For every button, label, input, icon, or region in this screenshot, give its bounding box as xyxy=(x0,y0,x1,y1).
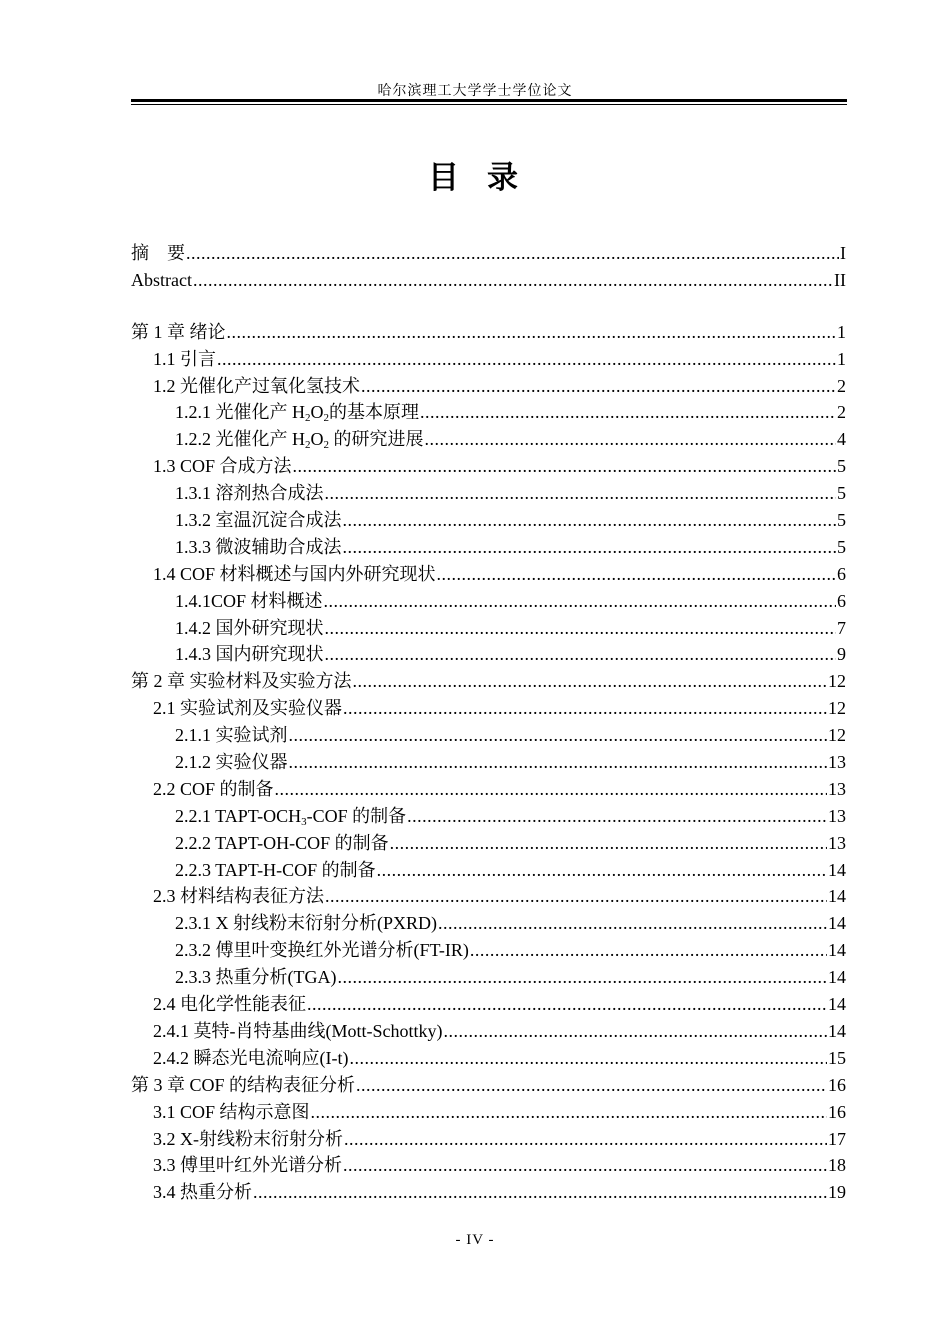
toc-leader-dots xyxy=(311,1099,827,1126)
toc-entry-page: 1 xyxy=(837,321,846,342)
toc-entry[interactable] xyxy=(131,830,846,857)
toc-entry-title: 1.4.2 国外研究现状 xyxy=(175,617,324,638)
toc-entry-page: 5 xyxy=(837,510,846,531)
toc-entry-page: 6 xyxy=(837,563,846,584)
toc-entry-page: 2 xyxy=(837,375,846,396)
toc-entry-title: 2.1.1 实验试剂 xyxy=(175,725,288,746)
toc-entry-page: 13 xyxy=(828,805,846,826)
toc-leader-dots xyxy=(289,722,828,749)
toc-entry-page: 13 xyxy=(828,832,846,853)
toc-entry[interactable] xyxy=(131,480,846,507)
toc-leader-dots xyxy=(349,1045,827,1072)
toc-entry-title: 1.2.1 光催化产 $H_2O_2$的基本原理 xyxy=(175,402,419,425)
running-header: 哈尔滨理工大学学士学位论文 xyxy=(377,84,573,99)
toc-leader-dots xyxy=(344,1126,827,1153)
toc-entry-title: 2.3.2 傅里叶变换红外光谱分析(FT-IR) xyxy=(175,940,469,961)
toc-leader-dots xyxy=(337,964,827,991)
toc-entry[interactable] xyxy=(131,1045,846,1072)
toc-entry-page: 6 xyxy=(837,590,846,611)
toc-entry-page: 7 xyxy=(837,617,846,638)
toc-entry-page: 18 xyxy=(828,1155,846,1176)
toc-entry-title: 1.3.2 室温沉淀合成法 xyxy=(175,510,342,531)
toc-entry-title: 2.3 材料结构表征方法 xyxy=(153,886,324,907)
toc-leader-dots xyxy=(324,588,836,615)
toc-entry-page: 14 xyxy=(828,967,846,988)
toc-leader-dots xyxy=(343,534,837,561)
toc-leader-dots xyxy=(390,830,827,857)
toc-entry-title: 第 2 章 实验材料及实验方法 xyxy=(131,671,352,692)
toc-entry[interactable] xyxy=(131,319,846,346)
toc-entry-page: 19 xyxy=(828,1182,846,1203)
header-rule-thin xyxy=(131,104,847,105)
table-of-contents xyxy=(131,240,846,1206)
toc-entry[interactable] xyxy=(131,991,846,1018)
toc-entry[interactable] xyxy=(131,1179,846,1206)
toc-entry-title: 2.4 电化学性能表征 xyxy=(153,994,306,1015)
toc-leader-dots xyxy=(275,776,827,803)
toc-entry[interactable] xyxy=(131,1072,846,1099)
toc-entry-title: 2.4.2 瞬态光电流响应(I-t) xyxy=(153,1047,349,1068)
toc-leader-dots xyxy=(353,668,828,695)
toc-entry-title: 2.2 COF 的制备 xyxy=(153,778,274,799)
toc-leader-dots xyxy=(437,561,836,588)
toc-entry-title: 第 1 章 绪论 xyxy=(131,321,226,342)
toc-entry-page: 14 xyxy=(828,859,846,880)
toc-entry[interactable] xyxy=(131,749,846,776)
toc-leader-dots xyxy=(444,1018,828,1045)
toc-entry[interactable] xyxy=(131,267,846,294)
toc-leader-dots xyxy=(470,937,827,964)
toc-entry-title: 1.3.3 微波辅助合成法 xyxy=(175,536,342,557)
toc-entry[interactable] xyxy=(131,346,846,373)
toc-title: 目录 xyxy=(428,160,546,195)
toc-entry-title: 2.2.3 TAPT-H-COF 的制备 xyxy=(175,859,376,880)
toc-entry-page: 17 xyxy=(828,1128,846,1149)
toc-entry-page: 9 xyxy=(837,644,846,665)
toc-entry[interactable] xyxy=(131,695,846,722)
toc-entry-page: 12 xyxy=(828,671,846,692)
toc-leader-dots xyxy=(293,453,836,480)
toc-entry-title: 2.1.2 实验仪器 xyxy=(175,752,288,773)
toc-entry-title: 1.2 光催化产过氧化氢技术 xyxy=(153,375,360,396)
toc-entry[interactable] xyxy=(131,722,846,749)
toc-entry[interactable] xyxy=(131,399,846,426)
header-rule-thick xyxy=(131,99,847,102)
toc-leader-dots xyxy=(193,267,833,294)
toc-entry-page: 14 xyxy=(828,940,846,961)
toc-entry-page: I xyxy=(840,243,846,263)
toc-entry[interactable] xyxy=(131,668,846,695)
toc-leader-dots xyxy=(325,480,837,507)
toc-leader-dots xyxy=(186,240,839,267)
toc-entry-title: 1.4.3 国内研究现状 xyxy=(175,644,324,665)
toc-entry-title: 2.3.1 X 射线粉末衍射分析(PXRD) xyxy=(175,913,438,934)
toc-leader-dots xyxy=(325,615,837,642)
toc-entry-page: 16 xyxy=(828,1074,846,1095)
toc-entry-title: 3.3 傅里叶红外光谱分析 xyxy=(153,1155,342,1176)
toc-leader-dots xyxy=(343,1152,827,1179)
toc-leader-dots xyxy=(227,319,837,346)
toc-entry[interactable] xyxy=(131,373,846,400)
toc-entry-title: 1.3.1 溶剂热合成法 xyxy=(175,483,324,504)
toc-leader-dots xyxy=(253,1179,827,1206)
toc-entry-page: 5 xyxy=(837,456,846,477)
toc-entry-page: 14 xyxy=(828,994,846,1015)
toc-leader-dots xyxy=(325,641,837,668)
toc-entry-title: 3.1 COF 结构示意图 xyxy=(153,1101,310,1122)
toc-entry[interactable] xyxy=(131,507,846,534)
toc-entry[interactable] xyxy=(131,1099,846,1126)
toc-entry-title: 1.3 COF 合成方法 xyxy=(153,456,292,477)
toc-entry-title: 3.2 X-射线粉末衍射分析 xyxy=(153,1128,343,1149)
toc-leader-dots xyxy=(343,507,837,534)
toc-entry[interactable] xyxy=(131,641,846,668)
toc-leader-dots xyxy=(407,803,827,830)
toc-leader-dots xyxy=(425,426,837,453)
toc-leader-dots xyxy=(217,346,836,373)
toc-entry-page: 4 xyxy=(837,429,846,450)
toc-leader-dots xyxy=(307,991,827,1018)
toc-entry[interactable] xyxy=(131,615,846,642)
toc-entry-title: 2.3.3 热重分析(TGA) xyxy=(175,967,337,988)
toc-entry[interactable] xyxy=(131,937,846,964)
toc-leader-dots xyxy=(356,1072,827,1099)
toc-entry[interactable] xyxy=(131,776,846,803)
toc-entry[interactable] xyxy=(131,588,846,615)
toc-entry-page: 15 xyxy=(828,1047,846,1068)
toc-entry[interactable] xyxy=(131,1152,846,1179)
toc-leader-dots xyxy=(289,749,828,776)
toc-entry[interactable] xyxy=(131,910,846,937)
toc-leader-dots xyxy=(420,399,836,426)
toc-entry-page: 12 xyxy=(828,698,846,719)
toc-entry[interactable] xyxy=(131,426,846,453)
toc-leader-dots xyxy=(377,857,827,884)
toc-leader-dots xyxy=(438,910,827,937)
toc-entry-page: 14 xyxy=(828,1020,846,1041)
page-number: - IV - xyxy=(455,1232,495,1248)
toc-entry-page: 2 xyxy=(837,402,846,423)
toc-entry-title: Abstract xyxy=(131,269,192,290)
toc-entry-page: 13 xyxy=(828,752,846,773)
toc-entry-page: 5 xyxy=(837,483,846,504)
toc-leader-dots xyxy=(343,695,827,722)
toc-entry-title: 3.4 热重分析 xyxy=(153,1182,252,1203)
toc-entry-title: 摘 要 xyxy=(131,243,185,263)
toc-entry-title: 1.2.2 光催化产 $H_2O_2$ 的研究进展 xyxy=(175,429,424,452)
toc-entry-page: 16 xyxy=(828,1101,846,1122)
toc-entry-title: 2.4.1 莫特-肖特基曲线(Mott-Schottky) xyxy=(153,1020,443,1041)
toc-entry-page: 12 xyxy=(828,725,846,746)
toc-entry-page: 14 xyxy=(828,886,846,907)
toc-entry-title: 1.4.1COF 材料概述 xyxy=(175,590,323,611)
toc-entry[interactable] xyxy=(131,883,846,910)
toc-entry-title: 2.1 实验试剂及实验仪器 xyxy=(153,698,342,719)
toc-entry[interactable] xyxy=(131,534,846,561)
toc-entry[interactable] xyxy=(131,453,846,480)
toc-entry-page: 14 xyxy=(828,913,846,934)
toc-leader-dots xyxy=(361,373,836,400)
toc-entry-title: 1.1 引言 xyxy=(153,348,216,369)
toc-entry[interactable] xyxy=(131,857,846,884)
toc-entry-title: 2.2.1 TAPT-$OCH_3$-COF 的制备 xyxy=(175,805,407,828)
toc-entry-page: 1 xyxy=(837,348,846,369)
toc-entry[interactable] xyxy=(131,964,846,991)
toc-entry-page: II xyxy=(834,269,846,290)
toc-entry[interactable] xyxy=(131,1018,846,1045)
toc-entry[interactable] xyxy=(131,803,846,830)
toc-entry[interactable] xyxy=(131,240,846,267)
toc-leader-dots xyxy=(325,883,827,910)
toc-entry[interactable] xyxy=(131,561,846,588)
toc-entry-title: 2.2.2 TAPT-OH-COF 的制备 xyxy=(175,832,389,853)
toc-entry-page: 5 xyxy=(837,536,846,557)
toc-entry-page: 13 xyxy=(828,778,846,799)
toc-entry-title: 1.4 COF 材料概述与国内外研究现状 xyxy=(153,563,436,584)
toc-entry-title: 第 3 章 COF 的结构表征分析 xyxy=(131,1074,356,1095)
toc-entry[interactable] xyxy=(131,1126,846,1153)
